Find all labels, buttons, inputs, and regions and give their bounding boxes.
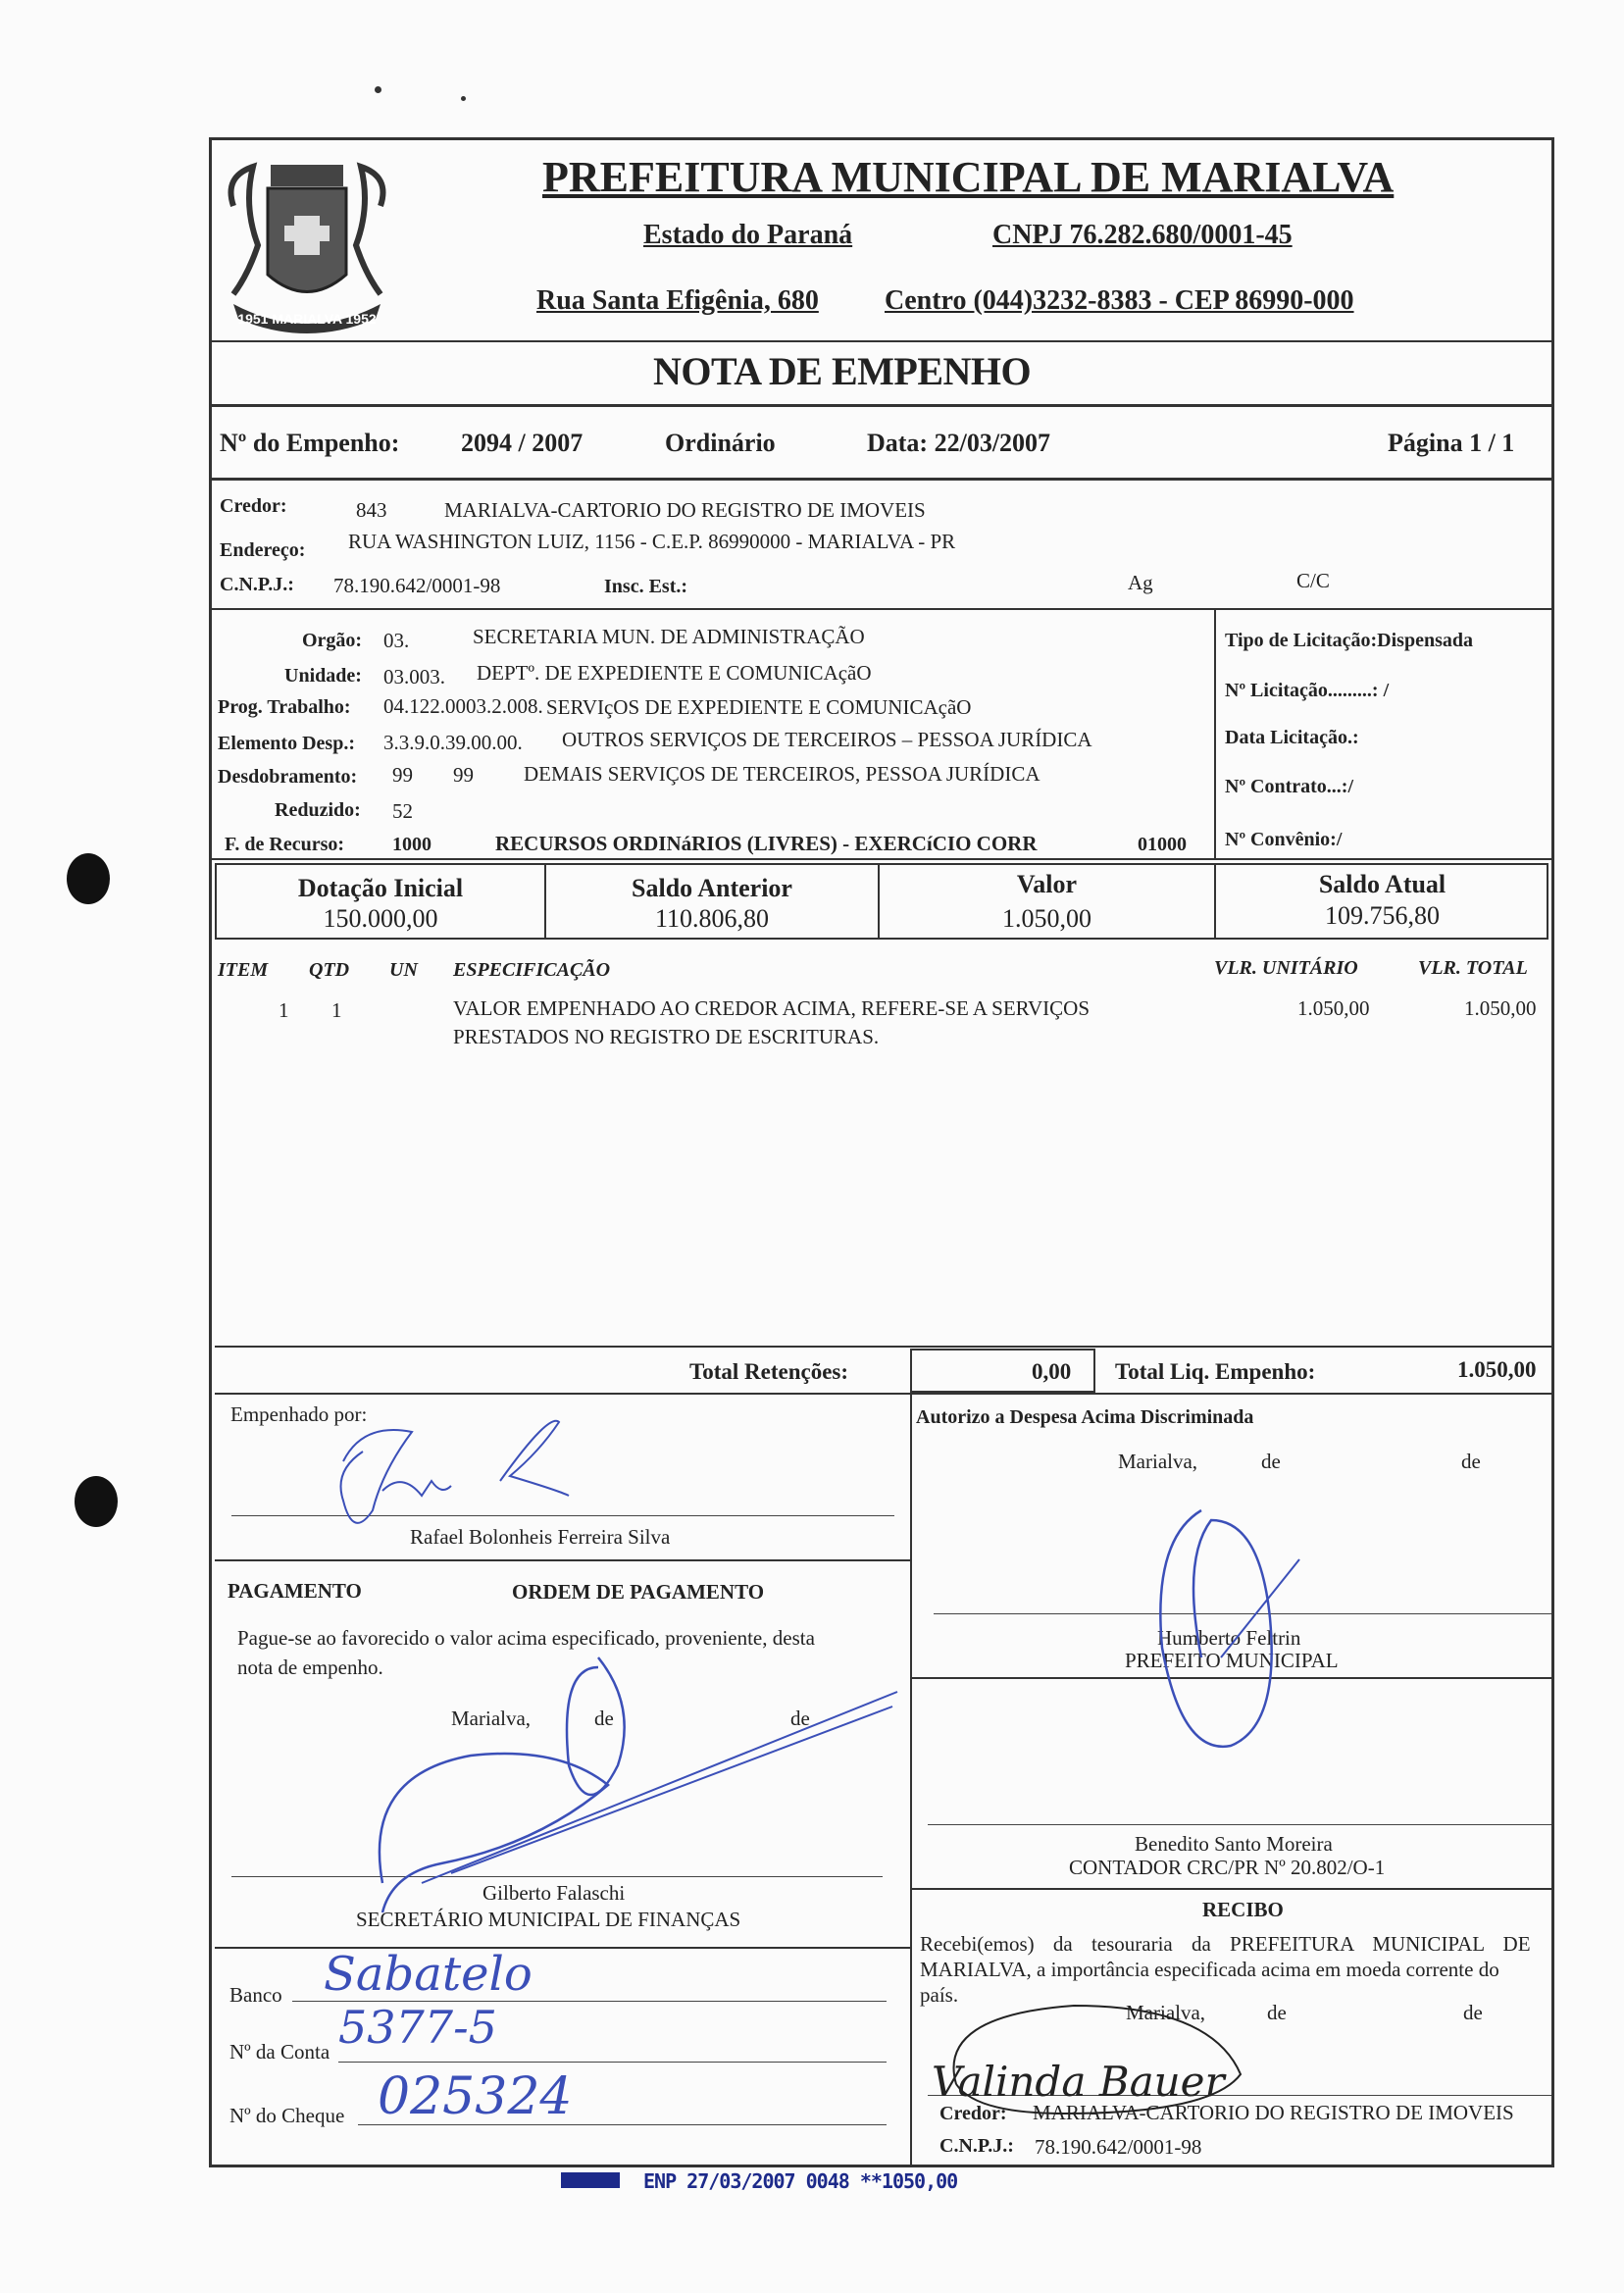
autorizo-label: Autorizo a Despesa Acima Discriminada [916, 1406, 1254, 1428]
cheque-handwritten: 025324 [378, 2067, 573, 2126]
scan-speck [375, 86, 381, 93]
page-number: Página 1 / 1 [1388, 429, 1515, 457]
insc-est-label: Insc. Est.: [604, 576, 688, 597]
secretario-name: Gilberto Falaschi [482, 1881, 626, 1905]
fonte-recurso-code: 1000 [392, 834, 431, 855]
desdobramento-label: Desdobramento: [218, 766, 358, 788]
recibo-place: Marialva, [1126, 2001, 1206, 2024]
state-label: Estado do Paraná [643, 220, 853, 250]
elemento-despesa-code: 3.3.9.0.39.00.00. [383, 731, 523, 754]
dotacao-inicial-label: Dotação Inicial [297, 874, 464, 902]
pagamento-label: PAGAMENTO [228, 1579, 362, 1603]
reduzido-label: Reduzido: [275, 799, 361, 821]
total-value-column-header: VLR. TOTAL [1418, 957, 1528, 979]
pagamento-text-line-1: Pague-se ao favorecido o valor acima especificado, proveniente, desta [237, 1626, 815, 1650]
mechanical-stamp-mark [561, 2172, 620, 2188]
item-total-value: 1.050,00 [1464, 996, 1537, 1020]
signature-secretario [363, 1628, 902, 1942]
valor-label: Valor [1016, 870, 1078, 898]
elemento-despesa-name: OUTROS SERVIÇOS DE TERCEIROS – PESSOA JURÍDICA [562, 728, 1092, 751]
pagamento-de-1: de [594, 1707, 614, 1730]
empenho-date: Data: 22/03/2007 [867, 429, 1051, 457]
saldo-anterior-label: Saldo Anterior [632, 874, 792, 902]
prefeito-name: Humberto Feltrin [1157, 1626, 1301, 1650]
prog-trabalho-code: 04.122.0003.2.008. [383, 694, 543, 718]
dotacao-inicial-value: 150.000,00 [323, 904, 438, 933]
orgao-code: 03. [383, 629, 410, 652]
prefeito-title: PREFEITO MUNICIPAL [1125, 1649, 1339, 1672]
recibo-de-2: de [1463, 2001, 1483, 2024]
recibo-cnpj-label: C.N.P.J.: [939, 2135, 1014, 2157]
credor-label: Credor: [220, 495, 287, 517]
desdobramento-code-1: 99 [392, 763, 413, 787]
empenho-number-label: Nº do Empenho: [220, 429, 400, 457]
empenho-number: 2094 / 2007 [461, 429, 584, 457]
total-retencoes-value: 0,00 [1032, 1359, 1072, 1384]
saldo-atual-value: 109.756,80 [1325, 901, 1440, 930]
credor-name: MARIALVA-CARTORIO DO REGISTRO DE IMOVEIS [444, 498, 926, 522]
saldo-atual-label: Saldo Atual [1318, 870, 1446, 898]
orgao-name: SECRETARIA MUN. DE ADMINISTRAÇÃO [473, 625, 865, 648]
banco-label: Banco [229, 1983, 282, 2007]
pagamento-text-line-2: nota de empenho. [237, 1656, 383, 1679]
autorizo-de-1: de [1261, 1450, 1281, 1473]
credor-address: RUA WASHINGTON LUIZ, 1156 - C.E.P. 86990000 - MARIALVA - PR [348, 530, 956, 553]
orgao-label: Orgão: [302, 630, 363, 651]
fonte-recurso-label: F. de Recurso: [225, 834, 345, 855]
spec-column-header: ESPECIFICAÇÃO [453, 959, 611, 981]
recibo-credor-name: MARIALVA-CARTORIO DO REGISTRO DE IMOVEIS [1033, 2101, 1514, 2124]
recibo-credor-label: Credor: [939, 2103, 1007, 2124]
recibo-text-line-3: país. [920, 1983, 959, 2007]
item-spec-line-2: PRESTADOS NO REGISTRO DE ESCRITURAS. [453, 1025, 880, 1048]
prog-trabalho-name: SERVIçOS DE EXPEDIENTE E COMUNICAçãO [546, 695, 972, 719]
prefeitura-address: Rua Santa Efigênia, 680 [536, 285, 819, 316]
data-licitacao: Data Licitação.: [1225, 727, 1359, 748]
recibo-handwritten-signature: Valinda Bauer [932, 2058, 1225, 2106]
item-qty: 1 [331, 998, 342, 1022]
empenhado-por-label: Empenhado por: [230, 1402, 368, 1426]
un-column-header: UN [389, 959, 418, 981]
prog-trabalho-label: Prog. Trabalho: [218, 696, 351, 718]
recibo-de-1: de [1267, 2001, 1287, 2024]
desdobramento-code-2: 99 [453, 763, 474, 787]
scan-speck [461, 96, 466, 101]
credor-cnpj: 78.190.642/0001-98 [333, 574, 501, 597]
empenho-type: Ordinário [665, 429, 776, 457]
contador-title: CONTADOR CRC/PR Nº 20.802/O-1 [1069, 1856, 1386, 1879]
numero-licitacao: Nº Licitação.........: / [1225, 680, 1390, 701]
prefeitura-contact: Centro (044)3232-8383 - CEP 86990-000 [885, 285, 1354, 316]
desdobramento-name: DEMAIS SERVIÇOS DE TERCEIROS, PESSOA JURÍDICA [524, 762, 1040, 786]
mechanical-stamp-text: ENP 27/03/2007 0048 **1050,00 [643, 2169, 958, 2193]
signature-prefeito [1142, 1501, 1319, 1765]
numero-convenio: Nº Convênio:/ [1225, 829, 1343, 850]
recibo-text-line-2: MARIALVA, a importância especificada acima em moeda corrente do [920, 1958, 1499, 1981]
pagamento-de-2: de [790, 1707, 810, 1730]
recibo-label: RECIBO [1202, 1898, 1284, 1921]
item-spec-line-1: VALOR EMPENHADO AO CREDOR ACIMA, REFERE-SE A SERVIÇOS [453, 996, 1091, 1020]
conta-corrente-label: C/C [1296, 569, 1330, 592]
conta-label: Nº da Conta [229, 2040, 330, 2064]
ordem-pagamento-label: ORDEM DE PAGAMENTO [512, 1580, 765, 1604]
item-unit-value: 1.050,00 [1297, 996, 1370, 1020]
punch-hole-top [67, 853, 110, 904]
recibo-cnpj: 78.190.642/0001-98 [1035, 2135, 1202, 2159]
empenhado-por-name: Rafael Bolonheis Ferreira Silva [410, 1525, 671, 1549]
doc-title: NOTA DE EMPENHO [653, 349, 1032, 393]
item-column-header: ITEM [218, 959, 269, 981]
tipo-licitacao: Tipo de Licitação:Dispensada [1225, 630, 1473, 651]
unidade-code: 03.003. [383, 665, 445, 688]
unit-value-column-header: VLR. UNITÁRIO [1214, 957, 1358, 979]
total-liq-value: 1.050,00 [1457, 1357, 1537, 1382]
fonte-recurso-name: RECURSOS ORDINáRIOS (LIVRES) - EXERCíCIO CORR [495, 832, 1038, 855]
punch-hole-bottom [75, 1476, 118, 1527]
crest-banner-text: 1951 MARIALVA 1952 [237, 311, 377, 327]
unidade-label: Unidade: [284, 665, 362, 687]
credor-cnpj-label: C.N.P.J.: [220, 574, 294, 595]
reduzido-value: 52 [392, 799, 413, 823]
contador-name: Benedito Santo Moreira [1135, 1832, 1333, 1856]
saldo-anterior-value: 110.806,80 [654, 904, 770, 933]
secretario-title: SECRETÁRIO MUNICIPAL DE FINANÇAS [356, 1908, 741, 1931]
total-liq-label: Total Liq. Empenho: [1115, 1359, 1316, 1384]
credor-code: 843 [356, 498, 387, 522]
cheque-label: Nº do Cheque [229, 2104, 345, 2127]
fonte-recurso-number: 01000 [1138, 834, 1187, 855]
prefeitura-cnpj: CNPJ 76.282.680/0001-45 [992, 220, 1293, 250]
unidade-name: DEPTº. DE EXPEDIENTE E COMUNICAçãO [477, 661, 872, 685]
municipal-crest-icon [214, 147, 400, 343]
signature-empenhado [324, 1402, 588, 1550]
pagamento-place: Marialva, [451, 1707, 532, 1730]
banco-handwritten: Sabatelo [324, 1947, 533, 2002]
total-retencoes-label: Total Retenções: [689, 1359, 849, 1384]
signature-recibo [917, 1976, 1260, 2123]
conta-handwritten: 5377-5 [338, 2001, 497, 2054]
elemento-despesa-label: Elemento Desp.: [218, 733, 355, 754]
autorizo-de-2: de [1461, 1450, 1481, 1473]
valor-value: 1.050,00 [1002, 904, 1091, 933]
numero-contrato: Nº Contrato...:/ [1225, 776, 1354, 797]
agencia-label: Ag [1128, 571, 1153, 594]
page-title: PREFEITURA MUNICIPAL DE MARIALVA [542, 153, 1395, 201]
endereco-label: Endereço: [220, 539, 306, 561]
qtd-column-header: QTD [309, 959, 350, 981]
item-number: 1 [279, 998, 289, 1022]
autorizo-place: Marialva, [1118, 1450, 1198, 1473]
recibo-text-line-1: Recebi(emos) da tesouraria da PREFEITURA MUNICIPAL DE [920, 1932, 1531, 1956]
